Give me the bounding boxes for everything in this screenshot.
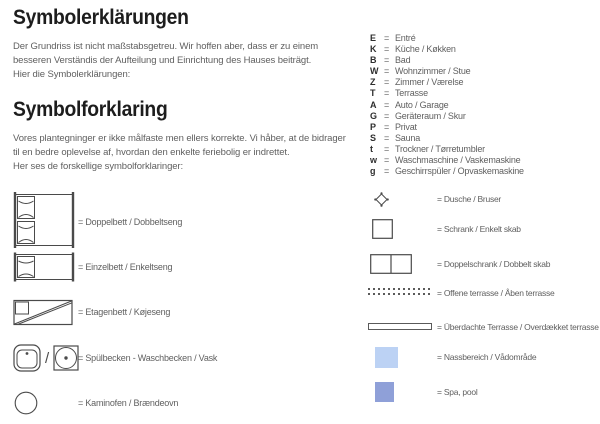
room-code-label: Geräteraum / Skur (395, 110, 466, 121)
room-code-label: Trockner / Tørretumbler (395, 143, 485, 154)
room-code-label: Wohnzimmer / Stue (395, 66, 471, 77)
legend-label-double-cabinet: = Doppelschrank / Dobbelt skab (437, 259, 551, 269)
room-code-label: Waschmaschine / Vaskemaskine (395, 155, 521, 166)
room-code-row (370, 44, 524, 55)
room-code-row (370, 133, 524, 144)
room-code-label: Küche / Køkken (395, 44, 456, 55)
equals-sign: = (384, 88, 390, 99)
equals-sign: = (384, 143, 390, 154)
room-code-label: Terrasse (395, 88, 428, 99)
legend-label-sink: = Spülbecken - Waschbecken / Vask (78, 353, 218, 363)
legend-label-wet-area: = Nassbereich / Vådområde (437, 352, 537, 362)
room-code-letter: Z (370, 77, 376, 88)
room-code-row (370, 155, 524, 166)
equals-sign: = (384, 121, 390, 132)
equals-sign: = (384, 44, 390, 55)
room-code-label: Bad (395, 55, 411, 66)
double-bed-icon (13, 192, 75, 248)
legend-label-shower: = Dusche / Bruser (437, 194, 502, 204)
intro-lastline-german: Hier die Symbolerklärungen: (13, 69, 131, 80)
equals-sign: = (384, 166, 390, 177)
room-code-list (370, 33, 524, 177)
equals-sign: = (384, 55, 390, 66)
room-code-letter: K (370, 44, 377, 55)
room-code-label: Sauna (395, 132, 421, 143)
room-code-letter: P (370, 121, 377, 132)
room-code-row (370, 144, 524, 155)
room-code-label: Privat (395, 121, 417, 132)
cabinet-icon (372, 219, 393, 239)
room-code-row (370, 55, 524, 66)
room-code-letter: W (370, 66, 379, 77)
equals-sign: = (384, 155, 390, 166)
intro-text-german: Der Grundriss ist nicht maßstabsgetreu. Wir hoffen aber, dass er zu einem besseren Verständis der Aufteilung und Einrichtung des Hauses beiträgt. (13, 41, 319, 66)
room-code-letter: w (370, 155, 378, 166)
room-code-row (370, 122, 524, 133)
room-code-label: Entré (395, 33, 416, 43)
equals-sign: = (384, 77, 390, 88)
legend-label-spa-pool: = Spa, pool (437, 387, 478, 397)
section-title-german: Symbolerklärungen (13, 6, 189, 29)
room-code-row (370, 100, 524, 111)
intro-text-danish: Vores plantegninger er ikke målfaste men ellers korrekte. Vi håber, at de bidrager til en bedre oplevelse af, hvordan den enkelte feriebolig er indrettet. (13, 133, 346, 158)
intro-lastline-danish: Her ses de forskellige symbolforklaringer: (13, 161, 184, 172)
double-cabinet-icon (370, 254, 412, 274)
room-code-row (370, 88, 524, 99)
covered-terrace-icon (368, 323, 432, 330)
room-code-row (370, 111, 524, 122)
spa-pool-swatch (375, 382, 394, 402)
legend-label-bunk-bed: = Etagenbett / Køjeseng (78, 307, 171, 317)
legend-label-cabinet: = Schrank / Enkelt skab (437, 224, 521, 234)
equals-sign: = (384, 132, 390, 143)
legend-label-single-bed: = Einzelbett / Enkeltseng (78, 262, 173, 272)
round-sink-icon (53, 345, 79, 371)
equals-sign: = (384, 66, 390, 77)
equals-sign: = (384, 110, 390, 121)
room-code-letter: B (370, 55, 377, 66)
legend-label-covered-terrace: = Überdachte Terrasse / Overdækket terrasse (437, 322, 599, 332)
legend-label-open-terrace: = Offene terrasse / Åben terrasse (437, 288, 555, 298)
bunk-bed-icon (13, 299, 73, 326)
slash-separator: / (45, 349, 50, 367)
room-code-row (370, 66, 524, 77)
room-code-letter: T (370, 88, 376, 99)
room-code-row (370, 33, 524, 44)
room-code-row (370, 166, 524, 177)
section-title-danish: Symbolforklaring (13, 98, 168, 121)
single-bed-icon (13, 252, 75, 282)
equals-sign: = (384, 33, 390, 43)
equals-sign: = (384, 99, 390, 110)
room-code-letter: A (370, 99, 377, 110)
shower-icon (374, 192, 389, 207)
wet-area-swatch (375, 347, 398, 368)
room-code-letter: E (370, 33, 377, 43)
room-code-letter: t (370, 143, 373, 154)
intro-paragraph-danish (13, 132, 348, 174)
dotted-line (368, 288, 430, 290)
dotted-line (368, 293, 430, 295)
room-code-label: Zimmer / Værelse (395, 77, 464, 88)
room-code-letter: g (370, 166, 376, 177)
room-code-row (370, 77, 524, 88)
legend-label-stove: = Kaminofen / Brændeovn (78, 398, 179, 408)
room-code-label: Auto / Garage (395, 99, 449, 110)
room-code-label: Geschirrspüler / Opvaskemaskine (395, 166, 524, 177)
intro-paragraph-german (13, 40, 348, 82)
room-code-letter: S (370, 132, 377, 143)
stove-icon (14, 391, 38, 415)
room-code-letter: G (370, 110, 378, 121)
legend-label-double-bed: = Doppelbett / Dobbeltseng (78, 217, 183, 227)
square-sink-icon (13, 344, 41, 372)
sink-icons (13, 344, 79, 372)
open-terrace-icon (368, 288, 430, 295)
